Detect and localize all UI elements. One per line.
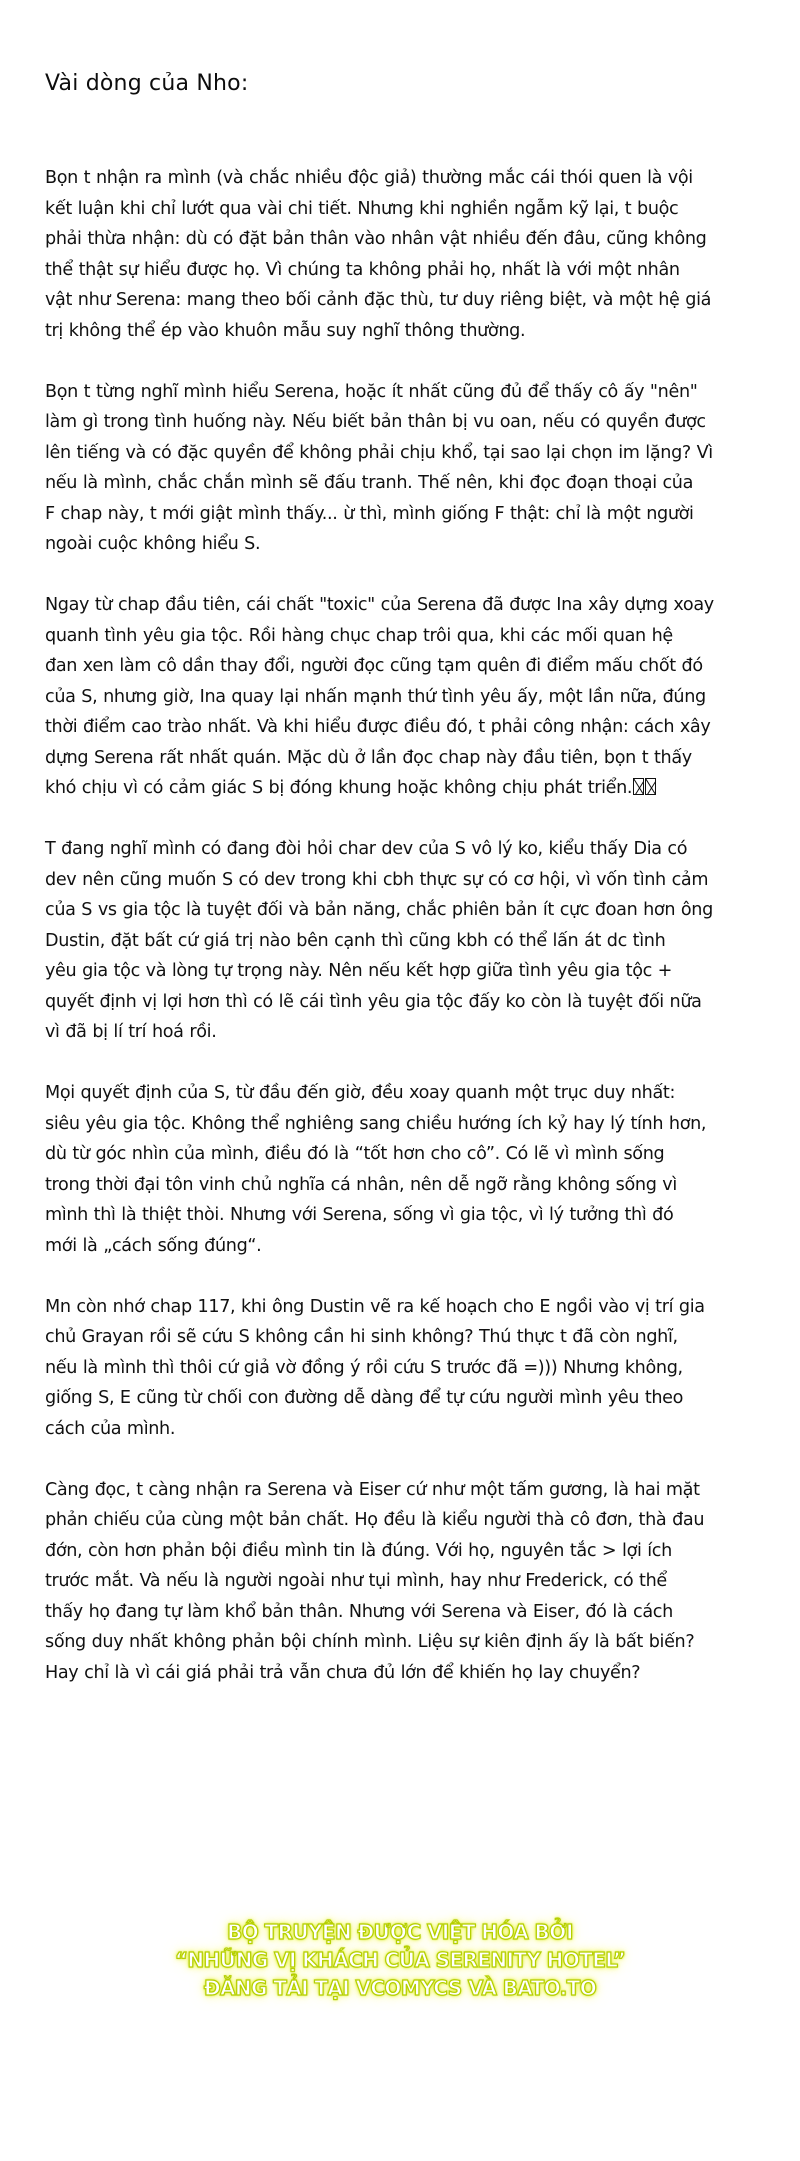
text-line: mình thì là thiệt thòi. Nhưng với Serena, sống vì gia tộc, vì lý tưởng thì đó (45, 1205, 674, 1225)
text-line: siêu yêu gia tộc. Không thể nghiêng sang chiều hướng ích kỷ hay lý tính hơn, (45, 1113, 707, 1134)
paragraph-7 (45, 1475, 775, 1689)
text-line: đớn, còn hơn phản bội điều mình tin là đúng. Với họ, nguyên tắc > lợi ích (45, 1540, 672, 1561)
text-line: dù từ góc nhìn của mình, điều đó là “tốt hơn cho cô”. Có lẽ vì mình sống (45, 1144, 665, 1164)
text-line: vì đã bị lí trí hoá rồi. (45, 1022, 217, 1042)
text-line: thời điểm cao trào nhất. Và khi hiểu được điều đó, t phải công nhận: cách xây (45, 717, 711, 737)
text-line: vật như Serena: mang theo bối cảnh đặc thù, tư duy riêng biệt, và một hệ giá (45, 290, 712, 310)
paragraph-3 (45, 590, 775, 804)
text-line: Hay chỉ là vì cái giá phải trả vẫn chưa đủ lớn để khiến họ lay chuyển? (45, 1662, 641, 1683)
text-line: quyết định vị lợi hơn thì có lẽ cái tình yêu gia tộc đấy ko còn là tuyệt đối nữa (45, 991, 702, 1012)
text-line: nếu là mình, chắc chắn mình sẽ đấu tranh. Thế nên, khi đọc đoạn thoại của (45, 473, 694, 493)
paragraph-1 (45, 163, 775, 346)
text-line: yêu gia tộc và lòng tự trọng này. Nên nếu kết hợp giữa tình yêu gia tộc + (45, 961, 673, 981)
paragraph-6 (45, 1292, 775, 1445)
text-line: quanh tình yêu gia tộc. Rồi hàng chục chap trôi qua, khi các mối quan hệ (45, 625, 673, 646)
text-line: của S, nhưng giờ, Ina quay lại nhấn mạnh thứ tình yêu ấy, một lần nữa, đúng (45, 686, 706, 707)
text-line: cách của mình. (45, 1418, 176, 1439)
translation-credits (0, 1918, 800, 2002)
paragraph-4 (45, 834, 775, 1048)
text-line: thấy họ đang tự làm khổ bản thân. Nhưng với Serena và Eiser, đó là cách (45, 1601, 673, 1622)
text-line: Dustin, đặt bất cứ giá trị nào bên cạnh thì cũng kbh có thể lấn át dc tình (45, 930, 666, 951)
text-line: kết luận khi chỉ lướt qua vài chi tiết. Nhưng khi nghiền ngẫm kỹ lại, t buộc (45, 198, 679, 219)
text-line: T đang nghĩ mình có đang đòi hỏi char dev của S vô lý ko, kiểu thấy Dia có (45, 839, 688, 859)
missing-glyph-icon (633, 778, 644, 795)
text-line: phải thừa nhận: dù có đặt bản thân vào nhân vật nhiều đến đâu, cũng không (45, 229, 707, 249)
text-line: Càng đọc, t càng nhận ra Serena và Eiser cứ như một tấm gương, là hai mặt (45, 1479, 700, 1500)
credit-line-publishing-sites: ĐĂNG TẢI TẠI VCOMYCS VÀ BATO.TO (203, 1976, 597, 2000)
credit-line-translator: BỘ TRUYỆN ĐƯỢC VIỆT HÓA BỞI (227, 1920, 573, 1944)
paragraph-2 (45, 377, 775, 560)
text-line: dựng Serena rất nhất quán. Mặc dù ở lần đọc chap này đầu tiên, bọn t thấy (45, 747, 692, 768)
text-line: ngoài cuộc không hiểu S. (45, 534, 261, 554)
text-line: phản chiếu của cùng một bản chất. Họ đều là kiểu người thà cô đơn, thà đau (45, 1510, 705, 1530)
text-line: giống S, E cũng từ chối con đường dễ dàng để tự cứu người mình yêu theo (45, 1388, 684, 1408)
text-line: khó chịu vì có cảm giác S bị đóng khung hoặc không chịu phát triển. (45, 778, 633, 798)
text-line: sống duy nhất không phản bội chính mình. Liệu sự kiên định ấy là bất biến? (45, 1632, 695, 1652)
text-line-with-missing-glyphs (45, 773, 775, 804)
text-line: Bọn t nhận ra mình (và chắc nhiều độc giả) thường mắc cái thói quen là vội (45, 168, 693, 188)
text-line: lên tiếng và có đặc quyền để không phải chịu khổ, tại sao lại chọn im lặng? Vì (45, 442, 713, 463)
text-line: đan xen làm cô dần thay đổi, người đọc cũng tạm quên đi điểm mấu chốt đó (45, 656, 703, 676)
text-line: làm gì trong tình huống này. Nếu biết bản thân bị vu oan, nếu có quyền được (45, 412, 706, 432)
text-line: nếu là mình thì thôi cứ giả vờ đồng ý rồi cứu S trước đã =))) Nhưng không, (45, 1357, 683, 1378)
text-line: mới là „cách sống đúng“. (45, 1235, 262, 1256)
text-line: trong thời đại tôn vinh chủ nghĩa cá nhân, nên dễ ngỡ rằng không sống vì (45, 1174, 677, 1195)
text-line: Ngay từ chap đầu tiên, cái chất "toxic" của Serena đã được Ina xây dựng xoay (45, 595, 714, 615)
text-line: F chap này, t mới giật mình thấy... ừ thì, mình giống F thật: chỉ là một người (45, 503, 694, 524)
text-line: thể thật sự hiểu được họ. Vì chúng ta không phải họ, nhất là với một nhân (45, 259, 680, 280)
text-line: trước mắt. Và nếu là người ngoài như tụi mình, hay như Frederick, có thể (45, 1571, 667, 1591)
text-line: Mn còn nhớ chap 117, khi ông Dustin vẽ ra kế hoạch cho E ngồi vào vị trí gia (45, 1296, 705, 1317)
text-line: Mọi quyết định của S, từ đầu đến giờ, đều xoay quanh một trục duy nhất: (45, 1083, 676, 1103)
paragraph-5 (45, 1078, 775, 1261)
text-line: dev nên cũng muốn S có dev trong khi cbh thực sự có cơ hội, vì vốn tình cảm (45, 869, 709, 890)
credit-line-group-name: “NHỮNG VỊ KHÁCH CỦA SERENITY HOTEL” (174, 1948, 626, 1972)
text-line: chủ Grayan rồi sẽ cứu S không cần hi sinh không? Thú thực t đã còn nghĩ, (45, 1327, 678, 1347)
text-line: Bọn t từng nghĩ mình hiểu Serena, hoặc ít nhất cũng đủ để thấy cô ấy "nên" (45, 381, 698, 402)
missing-glyph-icon (645, 778, 656, 795)
text-line: của S vs gia tộc là tuyệt đối và bản năng, chắc phiên bản ít cực đoan hơn ông (45, 900, 713, 920)
text-line: trị không thể ép vào khuôn mẫu suy nghĩ thông thường. (45, 320, 526, 341)
note-body (45, 163, 775, 1719)
note-title: Vài dòng của Nho: (45, 71, 249, 96)
